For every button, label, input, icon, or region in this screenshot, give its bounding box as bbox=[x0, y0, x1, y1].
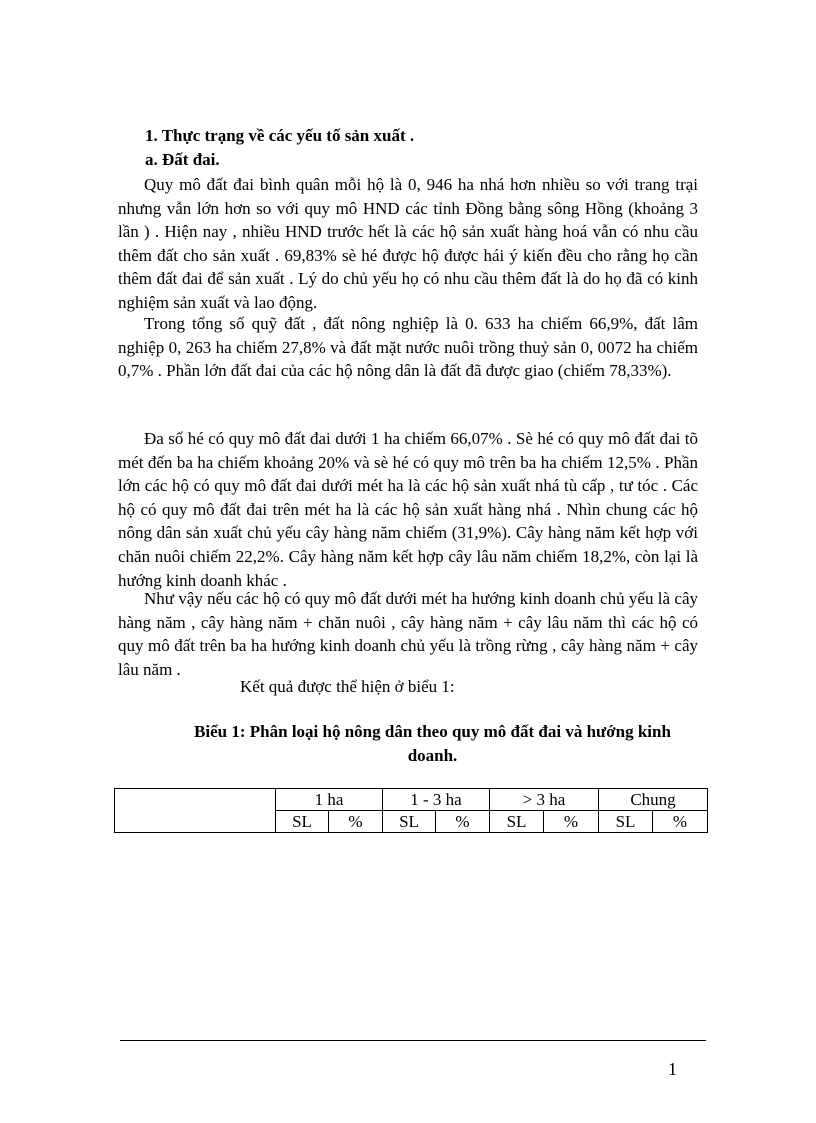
footer-rule bbox=[120, 1040, 706, 1041]
subheader-cell: SL bbox=[490, 811, 544, 833]
classification-table bbox=[114, 788, 708, 833]
table-caption: Biểu 1: Phân loại hộ nông dân theo quy mô đất đai và hướng kinh doanh. bbox=[194, 722, 671, 765]
subheader-cell: SL bbox=[599, 811, 653, 833]
group-header: 1 - 3 ha bbox=[383, 789, 490, 811]
table-corner-cell bbox=[115, 789, 276, 833]
paragraph-2: Trong tổng số quỹ đất , đất nông nghiệp là 0. 633 ha chiếm 66,9%, đất lâm nghiệp 0, 263 ha chiếm 27,8% và đất mặt nước nuôi trồng thuỷ sản 0, 0072 ha chiếm 0,7% . Phần lớn đất đai của các hộ nông dân là đất đã được giao (chiếm 78,33%). bbox=[118, 314, 698, 381]
subheader-cell: % bbox=[653, 811, 708, 833]
paragraph-1: Quy mô đất đai bình quân mỗi hộ là 0, 946 ha nhá hơn nhiều so với trang trại nhưng vẫn lớn hơn so với quy mô HND các tỉnh Đồng bằng sông Hồng (khoảng 3 lần ) . Hiện nay , nhiều HND trước hết là các hộ sản xuất hàng hoá vẫn có nhu cầu thêm đất cho sản xuất . 69,83% sè hé được hộ được hái ý kiến đều cho rằng họ cần thêm đất đai để sản xuất . Lý do chủ yếu họ có nhu cầu thêm đất là do họ đã có kinh nghiệm sản xuất và lao động. bbox=[118, 175, 698, 312]
result-line: Kết quả được thể hiện ở biểu 1: bbox=[240, 677, 455, 696]
paragraph-4: Như vậy nếu các hộ có quy mô đất dưới mét ha hướng kinh doanh chủ yếu là cây hàng năm , cây hàng năm + chăn nuôi , cây hàng năm + cây lâu năm thì các hộ có quy mô đất trên ba ha hướng kinh doanh chủ yếu là trồng rừng , cây hàng năm + cây lâu năm . bbox=[118, 589, 698, 679]
subsection-heading: a. Đất đai. bbox=[145, 150, 220, 169]
subheader-cell: % bbox=[544, 811, 599, 833]
subheader-cell: % bbox=[329, 811, 383, 833]
page-number: 1 bbox=[668, 1059, 677, 1079]
group-header: 1 ha bbox=[276, 789, 383, 811]
group-header: Chung bbox=[599, 789, 708, 811]
section-heading: 1. Thực trạng về các yếu tố sản xuất . bbox=[145, 126, 415, 145]
subheader-cell: % bbox=[436, 811, 490, 833]
subheader-cell: SL bbox=[276, 811, 329, 833]
paragraph-3: Đa số hé có quy mô đất đai dưới 1 ha chiếm 66,07% . Sè hé có quy mô đất đai tõ mét đến ba ha chiếm khoảng 20% và sè hé có quy mô trên ba ha chiếm 12,5% . Phần lớn các hộ có quy mô đất đai dưới mét ha là các hộ sản xuất nhá tù cấp , tư tóc . Các hộ có quy mô đất đai trên mét ha là các hộ sản xuất hàng nhá . Nhìn chung các hộ nông dân sản xuất chủ yếu cây hàng năm chiếm (31,9%). Cây hàng năm kết hợp với chăn nuôi chiếm 22,2%. Cây hàng năm kết hợp cây lâu năm chiếm 18,2%, còn lại là hướng kinh doanh khác . bbox=[118, 429, 698, 590]
group-header: > 3 ha bbox=[490, 789, 599, 811]
subheader-cell: SL bbox=[383, 811, 436, 833]
table-header-row bbox=[115, 789, 708, 811]
